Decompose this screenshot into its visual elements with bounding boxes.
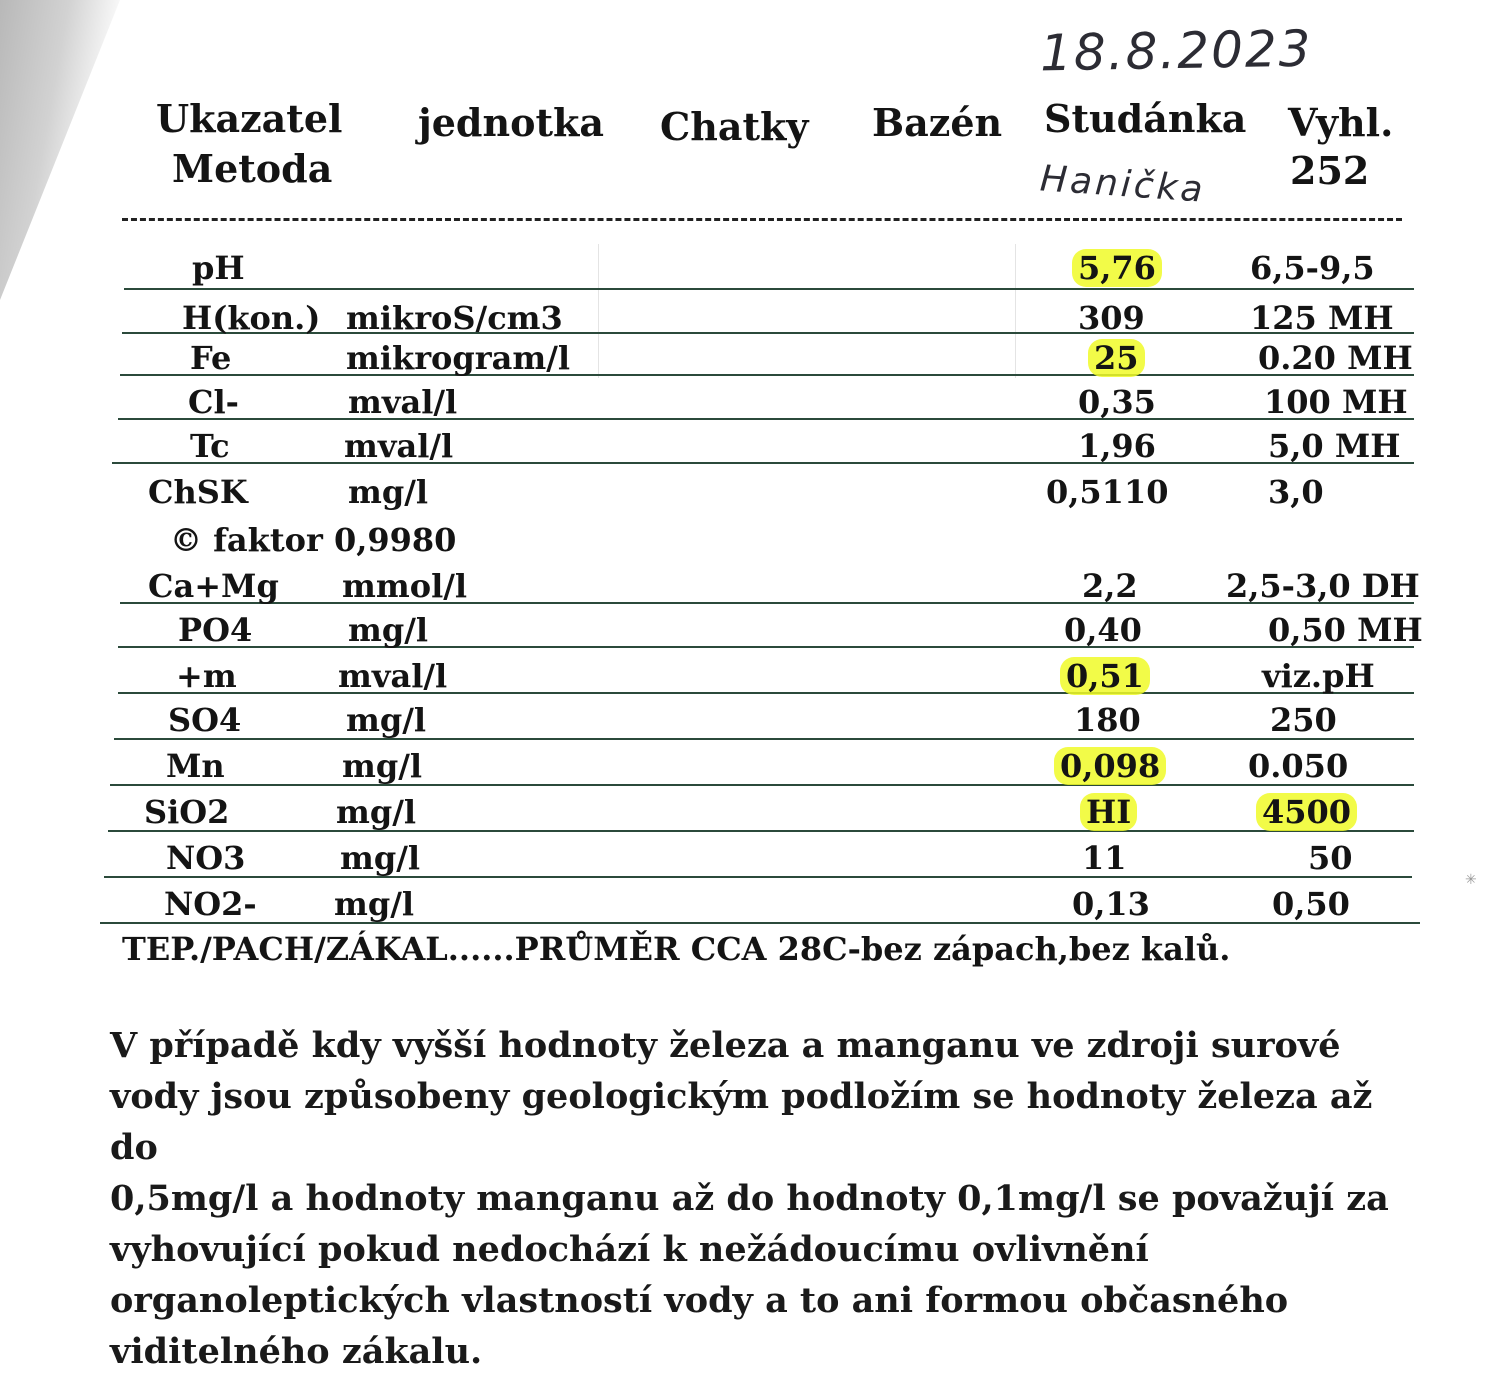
row-limit <box>1226 566 1420 606</box>
row-value-text: 0,51 <box>1060 657 1150 695</box>
row-unit <box>344 426 453 466</box>
row-rule <box>110 784 1414 786</box>
paper-speck: ✳ <box>1465 872 1477 888</box>
row-limit <box>1268 472 1324 512</box>
row-limit-text: viz.pH <box>1262 657 1375 695</box>
header-divider <box>122 218 1402 221</box>
row-value <box>1082 566 1138 606</box>
row-indicator <box>148 566 279 606</box>
row-limit <box>1258 338 1413 378</box>
row-rule <box>118 646 1414 648</box>
row-limit-text: 50 <box>1308 839 1353 877</box>
row-limit-text: 6,5-9,5 <box>1250 249 1375 287</box>
row-indicator <box>176 656 237 696</box>
row-value-text: 0,40 <box>1064 611 1142 649</box>
row-rule <box>118 692 1414 694</box>
row-value <box>1094 338 1139 378</box>
row-indicator-text: Mn <box>166 747 225 785</box>
row-value <box>1078 426 1156 466</box>
row-limit-text: 125 MH <box>1250 299 1394 337</box>
row-unit-text: mval/l <box>344 427 454 465</box>
row-unit-text: mmol/l <box>342 567 468 605</box>
row-limit-text: 5,0 MH <box>1268 427 1401 465</box>
row-unit-text: mval/l <box>348 383 458 421</box>
row-limit <box>1270 700 1337 740</box>
row-value-text: HI <box>1080 793 1137 831</box>
row-indicator <box>164 884 257 924</box>
row-indicator-text: pH <box>192 249 245 287</box>
row-unit <box>340 838 420 878</box>
header-bazen: Bazén <box>872 100 1003 145</box>
handwritten-date: 18.8.2023 <box>1039 19 1313 83</box>
row-rule <box>124 288 1414 290</box>
row-indicator-text: PO4 <box>178 611 253 649</box>
row-indicator-text: Tc <box>190 427 230 465</box>
row-indicator-text: NO3 <box>166 839 246 877</box>
row-limit-text: 0.20 MH <box>1258 339 1413 377</box>
row-unit <box>348 382 457 422</box>
row-indicator <box>190 426 230 466</box>
row-unit-text: mg/l <box>342 747 423 785</box>
row-unit <box>342 566 467 606</box>
row-value-text: 0,35 <box>1078 383 1156 421</box>
row-indicator <box>182 298 320 338</box>
row-value <box>1078 248 1156 288</box>
row-value-text: 5,76 <box>1072 249 1162 287</box>
row-value-text: 1,96 <box>1078 427 1156 465</box>
row-limit <box>1250 298 1394 338</box>
note-paragraph: V případě kdy vyšší hodnoty železa a manganu ve zdroji surové vody jsou způsobeny geologickým podložím se hodnoty železa až do 0,5mg/l a hodnoty manganu až do hodnoty 0,1mg/l se považují za vyhovující pokud nedochází k nežádoucímu ovlivnění organoleptických vlastností vody a to ani formou občasného viditelného zákalu. <box>110 1025 1389 1372</box>
row-limit <box>1268 610 1423 650</box>
row-indicator <box>148 472 248 512</box>
row-unit-text: mikrogram/l <box>346 339 571 377</box>
row-indicator-text: Fe <box>190 339 232 377</box>
row-unit <box>338 656 447 696</box>
row-value-text: 0,13 <box>1072 885 1150 923</box>
row-rule <box>114 738 1414 740</box>
footer-line: TEP./PACH/ZÁKAL......PRŮMĚR CCA 28C-bez zápach,bez kalů. <box>122 930 1231 968</box>
row-rule <box>112 462 1414 464</box>
row-limit <box>1262 792 1351 832</box>
row-unit-text: mval/l <box>338 657 448 695</box>
row-unit <box>346 700 426 740</box>
row-unit <box>348 472 428 512</box>
row-value <box>1072 884 1150 924</box>
row-value <box>1066 656 1144 696</box>
row-indicator-text: Ca+Mg <box>148 567 279 605</box>
row-limit-text: 0.050 <box>1248 747 1349 785</box>
handwritten-source-note: Hanička <box>1038 158 1207 211</box>
row-value <box>1082 838 1127 878</box>
header-ukazatel: Ukazatel <box>156 96 343 141</box>
row-unit-text: mg/l <box>336 793 417 831</box>
row-limit <box>1262 656 1375 696</box>
header-252: 252 <box>1290 148 1370 193</box>
row-indicator <box>190 338 231 378</box>
row-limit-text: 0,50 MH <box>1268 611 1423 649</box>
row-value-text: 309 <box>1078 299 1145 337</box>
row-unit-text: mg/l <box>346 701 427 739</box>
row-value-text: 11 <box>1082 839 1127 877</box>
header-chatky: Chatky <box>660 104 809 149</box>
row-limit <box>1248 746 1348 786</box>
row-limit <box>1308 838 1353 878</box>
row-value <box>1086 792 1131 832</box>
row-unit <box>348 610 428 650</box>
row-indicator <box>144 792 229 832</box>
row-rule <box>108 830 1414 832</box>
row-limit-text: 2,5-3,0 DH <box>1226 567 1420 605</box>
row-unit <box>342 746 422 786</box>
row-unit-text: mg/l <box>348 611 429 649</box>
row-indicator-text: ChSK <box>148 473 248 511</box>
row-limit-text: 3,0 <box>1268 473 1324 511</box>
header-jednotka: jednotka <box>418 100 604 145</box>
row-indicator-text: H(kon.) <box>182 299 321 337</box>
row-value <box>1078 382 1156 422</box>
row-limit-text: 250 <box>1270 701 1337 739</box>
row-indicator-text: SO4 <box>168 701 242 739</box>
row-indicator-text: +m <box>176 657 237 695</box>
row-limit-text: 0,50 <box>1272 885 1350 923</box>
row-indicator-text: Cl- <box>188 383 239 421</box>
factor-line: © faktor 0,9980 <box>170 521 457 559</box>
row-rule <box>104 876 1412 878</box>
row-limit-text: 100 MH <box>1264 383 1408 421</box>
row-unit <box>336 792 416 832</box>
row-unit-text: mg/l <box>340 839 421 877</box>
redacted-area <box>598 244 1016 378</box>
row-value <box>1060 746 1160 786</box>
row-limit <box>1272 884 1350 924</box>
row-value-text: 2,2 <box>1082 567 1138 605</box>
row-indicator-text: NO2- <box>164 885 257 923</box>
row-unit <box>334 884 414 924</box>
row-unit-text: mikroS/cm3 <box>346 299 563 337</box>
header-studanka: Studánka <box>1044 96 1247 141</box>
row-indicator <box>188 382 239 422</box>
header-metoda: Metoda <box>172 146 333 191</box>
header-vyhl: Vyhl. <box>1288 100 1394 145</box>
row-limit <box>1264 382 1408 422</box>
row-value-text: 0,5110 <box>1046 473 1169 511</box>
row-limit <box>1250 248 1375 288</box>
row-unit-text: mg/l <box>348 473 429 511</box>
row-indicator-text: SiO2 <box>144 793 230 831</box>
row-unit <box>346 338 570 378</box>
row-indicator <box>192 248 245 288</box>
row-limit <box>1268 426 1400 466</box>
row-value <box>1078 298 1145 338</box>
row-value-text: 25 <box>1088 339 1145 377</box>
row-indicator <box>166 838 245 878</box>
row-unit-text: mg/l <box>334 885 415 923</box>
row-value <box>1064 610 1142 650</box>
row-rule <box>120 602 1414 604</box>
row-indicator <box>168 700 241 740</box>
row-unit <box>346 298 563 338</box>
row-value <box>1046 472 1168 512</box>
row-value <box>1074 700 1141 740</box>
row-value-text: 0,098 <box>1054 747 1166 785</box>
row-rule <box>118 418 1414 420</box>
row-value-text: 180 <box>1074 701 1141 739</box>
row-rule <box>120 374 1414 376</box>
row-indicator <box>166 746 225 786</box>
row-rule <box>100 922 1420 924</box>
row-indicator <box>178 610 252 650</box>
row-limit-text: 4500 <box>1256 793 1357 831</box>
paper-shadow-corner <box>0 0 120 300</box>
